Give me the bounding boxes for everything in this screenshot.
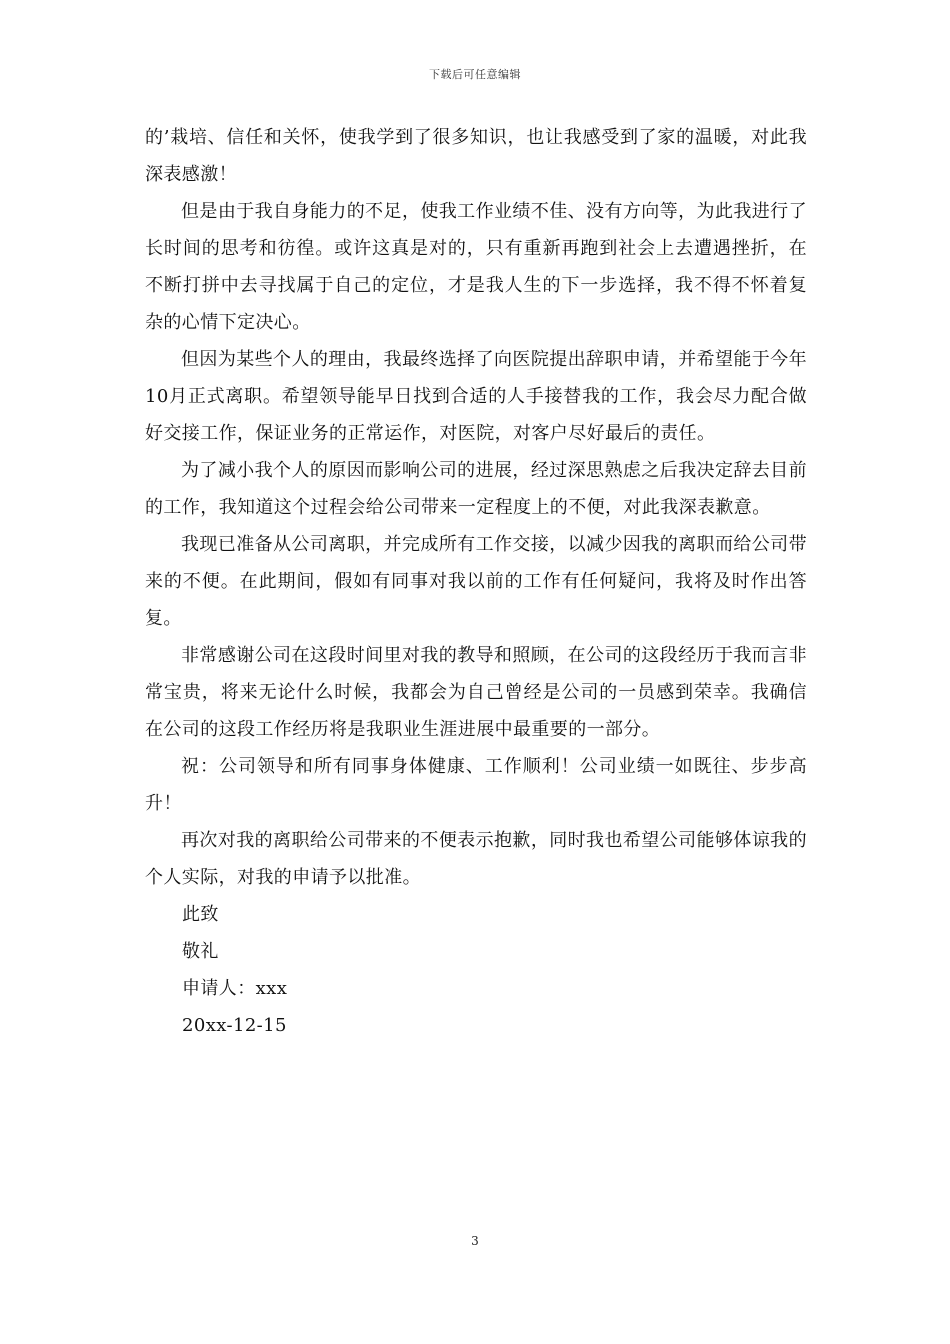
paragraph: 为了减小我个人的原因而影响公司的进展，经过深思熟虑之后我决定辞去目前的工作，我知道这个过程会给公司带来一定程度上的不便，对此我深表歉意。 — [145, 460, 807, 518]
paragraph: 非常感谢公司在这段时间里对我的教导和照顾，在公司的这段经历于我而言非常宝贵，将来无论什么时候，我都会为自己曾经是公司的一员感到荣幸。我确信在公司的这段工作经历将是我职业生涯进展中最重要的一部分。 — [145, 645, 807, 740]
paragraph: 但因为某些个人的理由，我最终选择了向医院提出辞职申请，并希望能于今年10月正式离职。希望领导能早日找到合适的人手接替我的工作，我会尽力配合做好交接工作，保证业务的正常运作，对医院，对客户尽好最后的责任。 — [145, 349, 807, 444]
paragraph-continued: 的’栽培、信任和关怀，使我学到了很多知识，也让我感受到了家的温暖，对此我深表感激！ — [145, 127, 807, 185]
letter-body — [145, 119, 807, 1044]
closing-salutation: 此致 — [182, 904, 219, 925]
page-header-note: 下载后可任意编辑 — [429, 68, 521, 81]
paragraph: 再次对我的离职给公司带来的不便表示抱歉，同时我也希望公司能够体谅我的个人实际，对我的申请予以批准。 — [145, 830, 807, 888]
paragraph: 祝：公司领导和所有同事身体健康、工作顺利！公司业绩一如既往、步步高升！ — [145, 756, 807, 814]
paragraph: 但是由于我自身能力的不足，使我工作业绩不佳、没有方向等，为此我进行了长时间的思考和彷徨。或许这真是对的，只有重新再跑到社会上去遭遇挫折，在不断打拼中去寻找属于自己的定位，才是我人生的下一步选择，我不得不怀着复杂的心情下定决心。 — [145, 201, 807, 333]
paragraph: 我现已准备从公司离职，并完成所有工作交接，以减少因我的离职而给公司带来的不便。在此期间，假如有同事对我以前的工作有任何疑问，我将及时作出答复。 — [145, 534, 807, 629]
applicant-signature: 申请人：xxx — [182, 978, 288, 999]
closing-regards: 敬礼 — [182, 941, 219, 962]
page-number: 3 — [471, 1234, 479, 1248]
letter-date: 20xx-12-15 — [182, 1015, 287, 1036]
